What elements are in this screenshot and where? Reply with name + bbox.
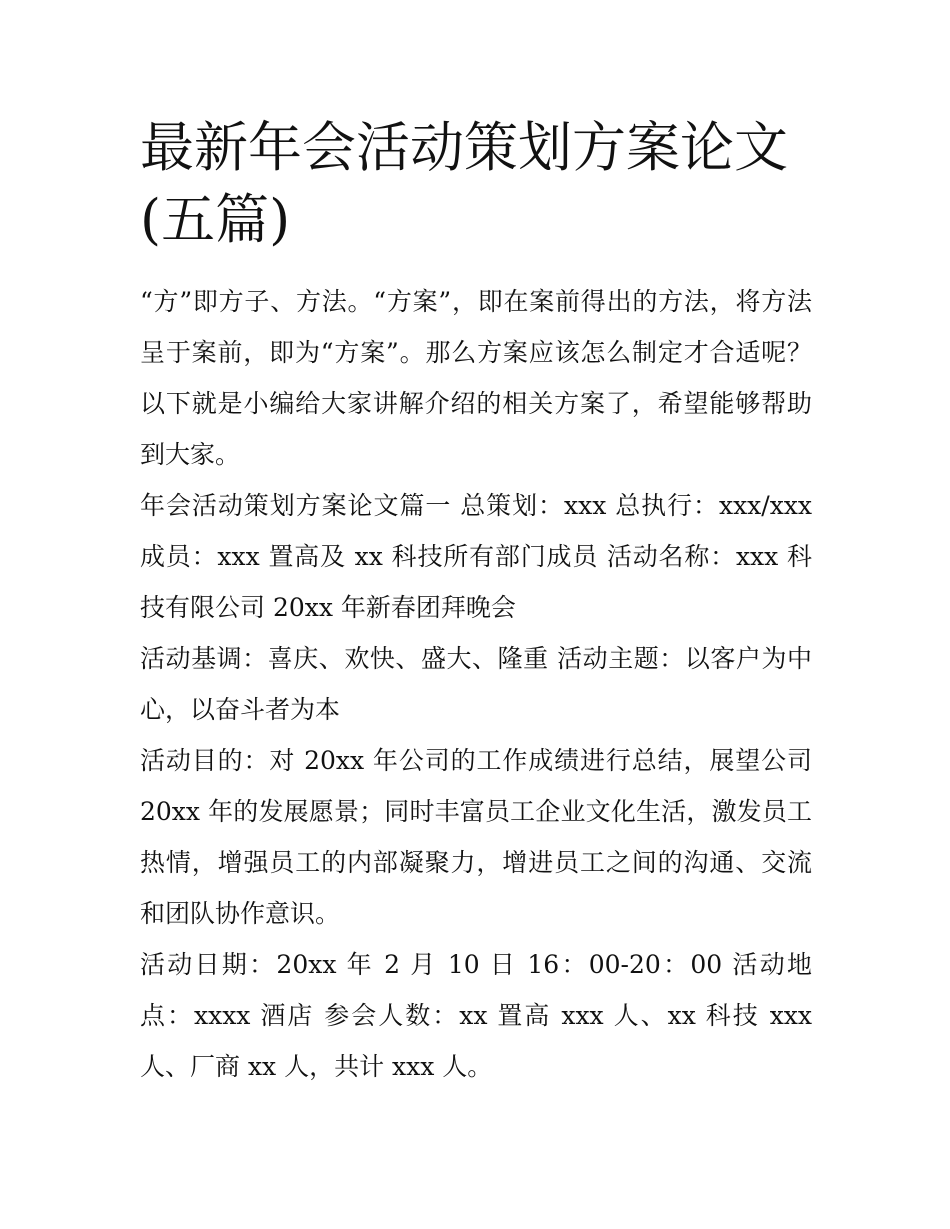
schedule-paragraph: 活动日期：20xx 年 2 月 10 日 16：00-20：00 活动地点：xxxx 酒店 参会人数：xx 置高 xxx 人、xx 科技 xxx 人、厂商 xx 人，共计 xxx 人。: [140, 950, 812, 1081]
document-title: 最新年会活动策划方案论文(五篇): [140, 116, 788, 251]
theme-paragraph: 活动基调：喜庆、欢快、盛大、隆重 活动主题：以客户为中心，以奋斗者为本: [140, 644, 812, 724]
intro-paragraph: “方”即方子、方法。“方案”，即在案前得出的方法，将方法呈于案前，即为“方案”。那么方案应该怎么制定才合适呢？以下就是小编给大家讲解介绍的相关方案了，希望能够帮助到大家。: [140, 287, 812, 469]
purpose-paragraph: 活动目的：对 20xx 年公司的工作成绩进行总结，展望公司 20xx 年的发展愿景；同时丰富员工企业文化生活，激发员工热情，增强员工的内部凝聚力，增进员工之间的沟通、交流和团队协作意识。: [140, 746, 812, 928]
staff-paragraph: 年会活动策划方案论文篇一 总策划：xxx 总执行：xxx/xxx 成员：xxx 置高及 xx 科技所有部门成员 活动名称：xxx 科技有限公司 20xx 年新春团拜晚会: [140, 491, 812, 622]
document-page: [140, 112, 812, 1092]
